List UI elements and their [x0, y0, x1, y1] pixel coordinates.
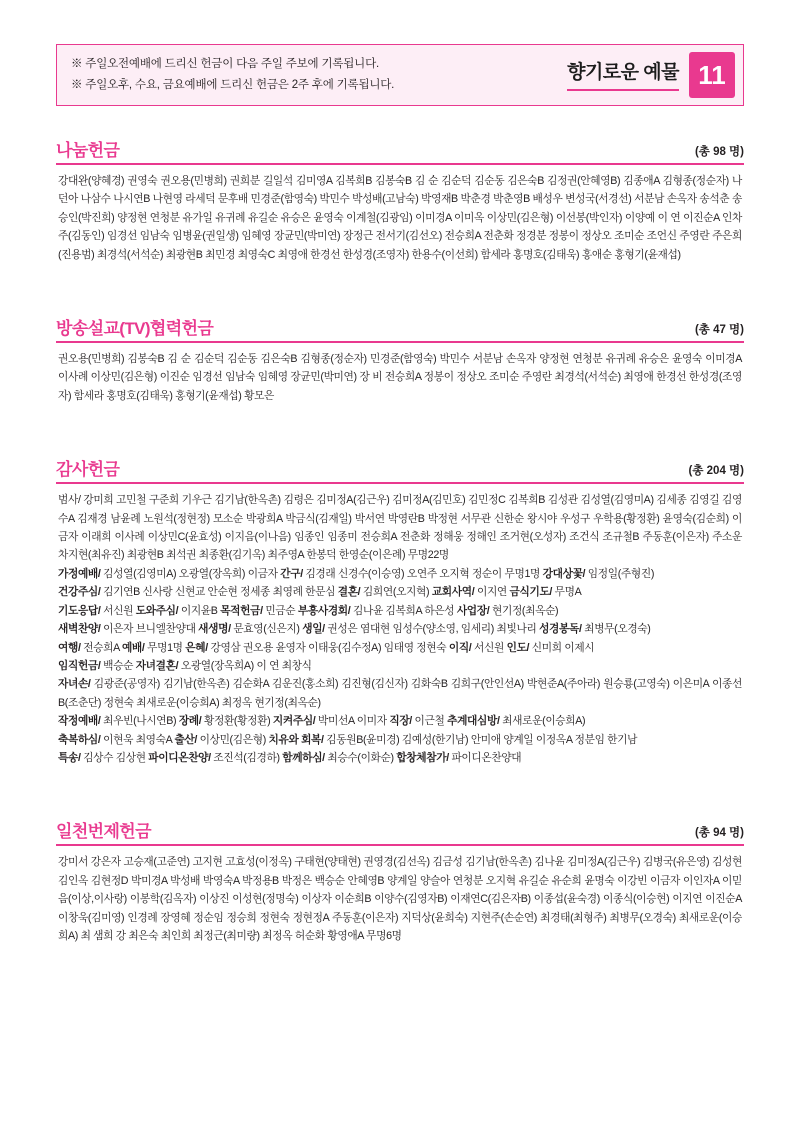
- name-list: 강미서 강은자 고승재(고준연) 고지현 고효성(이정옥) 구태현(양태현) 권영경(김선옥) 김금성 김기남(한옥촌) 김나윤 김미정A(김근우) 김병국(유은영) 김성현 김인옥 김현정D 박미경A 박성배 박영숙A 박정용B 박정은 백승순 안혜영B 양계일 양슬아 연청분 오지혁 유길순 유순희 윤명숙 이강빈 이금자 이인자A 이믿음(이상,이사랑) 이봉학(김옥자) 이상진 이성현(정명숙) 이상자 이순희B 이양수(김영자B) 이재연C(김은자B) 이종섭(윤숙경) 이종식(이승현) 이지연 이진순A 이창욱(김미영) 인경례 장영혜 정순임 정승희 정현숙 정현정A 주동훈(이은자) 지덕상(윤희숙) 지현주(손순연) 최경태(최형주) 최병무(오경숙) 최새로운(이승희A) 최 샘희 강 최은숙 최인희 최정근(최미량) 최정옥 허순화 황영애A 무명6명: [58, 856, 742, 942]
- thanks-names: 이근철: [411, 715, 448, 728]
- thanks-label: 새벽찬양/: [58, 623, 101, 636]
- notice-box: [56, 44, 744, 106]
- thanks-label: 부흥사경회/: [297, 604, 351, 617]
- notice-lines: [57, 45, 567, 105]
- section-header: [56, 817, 744, 846]
- section-body: [56, 165, 744, 264]
- thanks-label: 합창체참가/: [396, 751, 449, 764]
- thanks-label: 파이디온찬양/: [148, 751, 211, 764]
- thanks-label: 새생명/: [198, 623, 231, 636]
- section-offering-1000: [56, 817, 744, 945]
- thanks-label: 직장/: [389, 715, 412, 728]
- thanks-line-8: [58, 731, 742, 749]
- thanks-names: 민금순: [262, 604, 298, 617]
- thanks-label: 작정예배/: [58, 715, 101, 728]
- thanks-line-4: [58, 639, 742, 657]
- thanks-names: 전승희A: [80, 641, 122, 654]
- thanks-line-6: [58, 675, 742, 712]
- page-number-badge: 11: [689, 52, 735, 98]
- spacer: [56, 431, 744, 455]
- thanks-names: 최병무(오경숙): [581, 623, 651, 636]
- thanks-names: 김동원B(윤미경) 김예성(한기남) 안미애 양계일 이정옥A 정분임 한기남: [323, 733, 638, 746]
- thanks-label: 목적헌금/: [220, 604, 263, 617]
- thanks-label: 인도/: [506, 641, 530, 654]
- thanks-label: 강대상꽃/: [542, 567, 586, 580]
- thanks-names: 김상수 김상현: [80, 751, 149, 764]
- thanks-names: 황정환(황정환): [201, 715, 273, 728]
- thanks-label: 추계대심방/: [447, 715, 500, 728]
- section-offering-tv: [56, 314, 744, 405]
- thanks-label: 출산/: [174, 733, 198, 746]
- thanks-label: 함께하심/: [282, 751, 325, 764]
- section-body: [56, 484, 744, 767]
- section-count: (총 94 명): [694, 827, 744, 840]
- name-list: 강대완(양혜경) 권영숙 권오용(민병희) 권희분 길일석 김미영A 김복희B 김봉숙B 김 순 김순덕 김순동 김은숙B 김정권(안혜영B) 김종애A 김형종(정순자) 나던아 나삼수 나시연B 나현영 라세덕 문후배 민경준(함영숙) 박민수 박성배(고남숙) 박영재B 박춘경 박춘영B 배성우 변성국(서경선) 서분남 손옥자 송석춘 송승인(박진희) 양정현 연청분 유가일 유귀례 유길순 유승은 윤영숙 이계철(김광임) 이미경A 이미옥 이상민(김은형) 이선봉(박인자) 이양예 이 연 이진순A 인차주(김동인) 임경선 임남숙 임병윤(권일생) 임혜영 장균민(박미연) 장정근 전서기(김선오) 전승희A 전춘화 정경분 정봉이 정상오 조미순 조언신 주영란 주은희(진용범) 최경석(서석순) 최광현B 최민경 최영숙C 최영애 한경선 한성경(조영자) 한용수(이선희) 함세라 홍명호(김태욱) 홍애순 홍형기(윤재섭): [58, 175, 742, 261]
- thanks-names: 김성열(김영미A) 오광열(장옥희) 이금자: [100, 567, 281, 580]
- thanks-names: 서신원: [471, 641, 507, 654]
- name-list: 권오용(민병희) 김봉숙B 김 순 김순덕 김순동 김은숙B 김형종(정순자) 민경준(함영숙) 박민수 서분남 손옥자 양정현 연청분 유귀례 유승은 윤영숙 이미경A 이사례 이상민(김은형) 이진순 임경선 임남숙 임혜영 장균민(박미연) 장 비 전승희A 정봉이 정상오 조미순 주영란 최경석(서석순) 최영애 한경선 한성경(조영자) 함세라 홍명호(김태욱) 홍형기(윤재섭) 황모은: [58, 353, 742, 402]
- thanks-names: 조진석(김경하): [210, 751, 283, 764]
- thanks-names: 김희연(오지혁): [360, 586, 432, 599]
- thanks-label: 결혼/: [337, 586, 361, 599]
- thanks-names: 김광준(공영자) 김기남(한옥촌) 김순화A 김운진(홍소희) 김진형(김신자) 김화숙B 김희구(안인선A) 박현준A(주아라) 원승룡(고영숙) 이은미A 이종선B(조춘단) 정현숙 최새로운(이승희A) 최정옥 현기정(최옥순): [58, 678, 742, 709]
- thanks-line-7: [58, 712, 742, 730]
- thanks-line-0: [58, 565, 742, 583]
- thanks-label: 생일/: [302, 623, 325, 636]
- thanks-label: 간구/: [280, 567, 303, 580]
- spacer: [56, 290, 744, 314]
- section-header: [56, 136, 744, 165]
- spacer: [56, 793, 744, 817]
- name-list: 범사/ 강미희 고민철 구준희 기우근 김기남(한옥촌) 김령은 김미정A(김근우) 김미정A(김민호) 김민정C 김복희B 김성관 김성열(김영미A) 김세종 김영길 김영수A 김재경 남윤례 노원석(정현정) 모소순 박광희A 박금식(김재일) 박서연 박영란B 박정현 서무관 신한순 왕시야 우성구 우학용(황정환) 윤영숙(김순희) 이금자 이래희 이사례 이상민C(윤효성) 이지음(이나음) 임종인 임종미 전승희A 전춘화 정해웅 정해인 조거현(오성자) 조건식 조규철B 주동훈(이은자) 주소운 차지현(최유진) 최광현B 최석권 최종환(김기옥) 최주영A 한봉덕 한영순(이은례) 무명22명: [58, 494, 742, 562]
- thanks-label: 건강주심/: [58, 586, 101, 599]
- thanks-names: 백승순: [100, 659, 136, 672]
- thanks-line-2: [58, 602, 742, 620]
- thanks-label: 성경봉독/: [539, 623, 582, 636]
- thanks-line-3: [58, 620, 742, 638]
- thanks-label: 여행/: [58, 641, 81, 654]
- thanks-label: 자녀손/: [58, 678, 91, 691]
- thanks-names: 오광열(장옥희A) 이 연 최창식: [178, 659, 312, 672]
- thanks-label: 예배/: [121, 641, 145, 654]
- thanks-names: 김나윤 김복희A 하은성: [350, 604, 457, 617]
- thanks-names: 권성은 염대현 임성수(양소영, 임세리) 최빛나리: [324, 623, 540, 636]
- thanks-line-1: [58, 583, 742, 601]
- thanks-label: 자녀결혼/: [135, 659, 179, 672]
- thanks-label: 교회사역/: [431, 586, 475, 599]
- thanks-names: 최우빈(나시연B): [100, 715, 179, 728]
- thanks-label: 기도응답/: [58, 604, 101, 617]
- thanks-names: 임정일(주형진): [585, 567, 655, 580]
- thanks-label: 임직헌금/: [58, 659, 101, 672]
- section-title: 감사헌금: [56, 460, 120, 480]
- section-title: 나눔헌금: [56, 141, 120, 160]
- thanks-names: 김기연B 신사랑 신현교 안순현 정세종 최영례 한문심: [100, 586, 338, 599]
- thanks-names: 무명1명: [144, 641, 186, 654]
- thanks-names: 이지연: [474, 586, 510, 599]
- thanks-names: 현기정(최옥순): [489, 604, 559, 617]
- thanks-label: 축복하심/: [58, 733, 101, 746]
- thanks-names: 이상민(김은형): [197, 733, 269, 746]
- thanks-names: 김경래 신경수(이승영) 오연주 오지혁 정순이 무명1명: [302, 567, 543, 580]
- thanks-label: 사업장/: [456, 604, 490, 617]
- thanks-names: 이현욱 최영숙A: [100, 733, 175, 746]
- notice-header-right: [567, 45, 743, 105]
- thanks-names: 이지윤B: [178, 604, 221, 617]
- thanks-label: 가정예배/: [58, 567, 101, 580]
- thanks-names: 서신원: [100, 604, 136, 617]
- section-body: [56, 343, 744, 405]
- thanks-label: 도와주심/: [135, 604, 179, 617]
- page-title: 향기로운 예물: [567, 59, 679, 92]
- section-title: 방송설교(TV)협력헌금: [56, 319, 214, 339]
- thanks-label: 이직/: [448, 641, 472, 654]
- section-header: [56, 455, 744, 484]
- section-title: 일천번제헌금: [56, 822, 151, 842]
- thanks-names: 무명A: [552, 586, 582, 599]
- thanks-label: 치유와 회복/: [268, 733, 324, 746]
- section-count: (총 98 명): [694, 146, 744, 158]
- section-count: (총 204 명): [688, 465, 744, 478]
- notice-line-2: ※ 주일오후, 수요, 금요예배에 드리신 헌금은 2주 후에 기록됩니다.: [71, 79, 395, 92]
- thanks-line-9: [58, 749, 742, 767]
- thanks-names: 파이디온찬양대: [448, 751, 522, 764]
- section-offering-thanks: [56, 455, 744, 767]
- thanks-line-5: [58, 657, 742, 675]
- notice-line-1: ※ 주일오전예배에 드리신 헌금이 다음 주일 주보에 기록됩니다.: [71, 58, 379, 70]
- thanks-label: 지켜주심/: [272, 715, 316, 728]
- section-count: (총 47 명): [694, 324, 744, 337]
- thanks-label: 특송/: [58, 751, 81, 764]
- thanks-names: 강영삼 권오용 윤영자 이태웅(김수정A) 임태영 정현숙: [207, 641, 449, 654]
- thanks-names: 박미선A 이미자: [315, 715, 390, 728]
- thanks-names: 신미희 이제시: [529, 641, 595, 654]
- section-body: [56, 846, 744, 945]
- thanks-names: 이은자 브니엘찬양대: [100, 623, 199, 636]
- thanks-label: 금식기도/: [509, 586, 553, 599]
- section-offering-sharing: [56, 136, 744, 264]
- thanks-label: 장례/: [178, 715, 202, 728]
- thanks-label: 은혜/: [185, 641, 208, 654]
- thanks-names: 최새로운(이승희A): [499, 715, 586, 728]
- thanks-names: 문효영(신은지): [230, 623, 303, 636]
- section-header: [56, 314, 744, 343]
- thanks-names: 최승수(이화순): [324, 751, 397, 764]
